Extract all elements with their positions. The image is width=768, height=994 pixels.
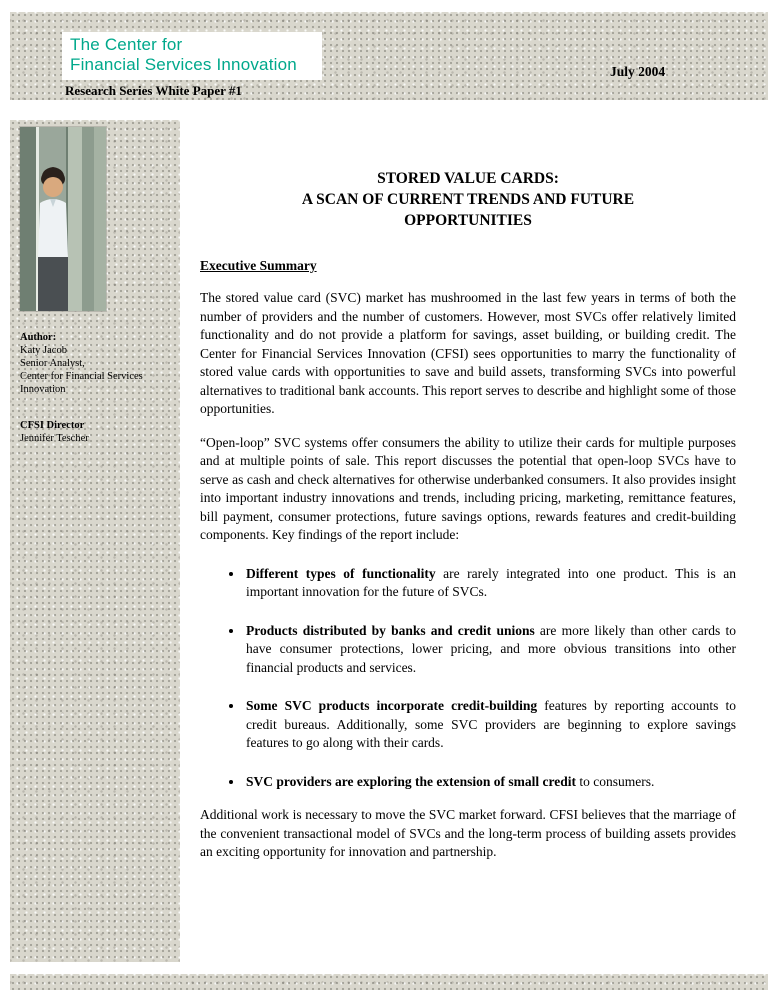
bullet-text: are rarely integrated into one product. This is an important innovation for the future of SVCs. [246,565,736,599]
author-name: Katy Jacob [20,345,67,356]
author-label: Author: [20,332,57,343]
list-item [244,565,736,602]
bullet-text: are more likely than other cards to have consumer protections, lower pricing, and more obvious transitions into other financial products and services. [246,622,736,675]
director-name: Jennifer Tescher [20,433,89,444]
sidebar [10,120,180,962]
paragraph-1: The stored value card (SVC) market has mushroomed in the last few years in terms of both the number of providers and the number of customers. However, most SVCs offer relatively limited functionality and do not provide a platform for savings, asset building, or building credit. The Center for Financial Services Innovation (CFSI) sees opportunities to marry the functionality of stored value cards with opportunities to save and build assets, transforming SVCs into powerful alternatives to traditional bank accounts. This report serves to describe and highlight some of those opportunities. [200,290,736,416]
author-photo-image [20,127,106,311]
author-org-line-1: Center for Financial Services [20,371,143,382]
paper-series-label: Research Series White Paper #1 [65,83,242,98]
section-heading: Executive Summary [200,258,317,273]
cfsi-logo [62,32,322,80]
title-line-2: A SCAN OF CURRENT TRENDS AND FUTURE [301,191,635,208]
list-item [244,622,736,678]
publication-date: July 2004 [610,64,666,79]
document-title [200,168,736,231]
footer-band [10,974,768,990]
bullet-lead: Different types of functionality [246,565,436,581]
author-block [20,331,143,396]
paragraph-2: “Open-loop” SVC systems offer consumers the ability to utilize their cards for multiple purposes and at multiple points of sale. This report discusses the potential that open-loop SVCs have to serve as cash and check alternatives for otherwise underbanked consumers. It also provides insight into important industry innovations and trends, including pricing, marketing, remittance features, bill payment, consumer protections, future savings options, rewards features and credit-building components. Key findings of the report include: [200,434,736,542]
bullet-lead: Products distributed by banks and credit unions [246,622,535,638]
bullet-text: features by reporting accounts to credit bureaus. Additionally, some SVC providers are beginning to explore savings features to go along with their cards. [246,698,737,750]
closing-paragraph: Additional work is necessary to move the SVC market forward. CFSI believes that the marriage of the convenient transactional model of SVCs and the long-term process of building assets provides an exciting opportunity for innovation and partnership. [200,807,736,859]
list-item [244,697,736,753]
key-findings-list [200,565,736,792]
main-content [200,168,736,862]
author-title: Senior Analyst, [20,358,85,369]
header-band [10,12,768,100]
bullet-lead: Some SVC products incorporate credit-building [246,698,538,713]
list-item [244,773,736,792]
title-line-1: STORED VALUE CARDS: [377,170,559,187]
author-photo [20,127,106,311]
author-org-line-2: Innovation [20,384,66,395]
bullet-text: to consumers. [575,773,655,789]
logo-line-1: The Center for [70,35,183,54]
title-line-3: OPPORTUNITIES [404,212,532,229]
logo-line-2: Financial Services Innovation [70,55,297,74]
bullet-lead: SVC providers are exploring the extension of small credit [246,773,576,789]
director-block [20,419,89,445]
director-label: CFSI Director [20,420,85,431]
